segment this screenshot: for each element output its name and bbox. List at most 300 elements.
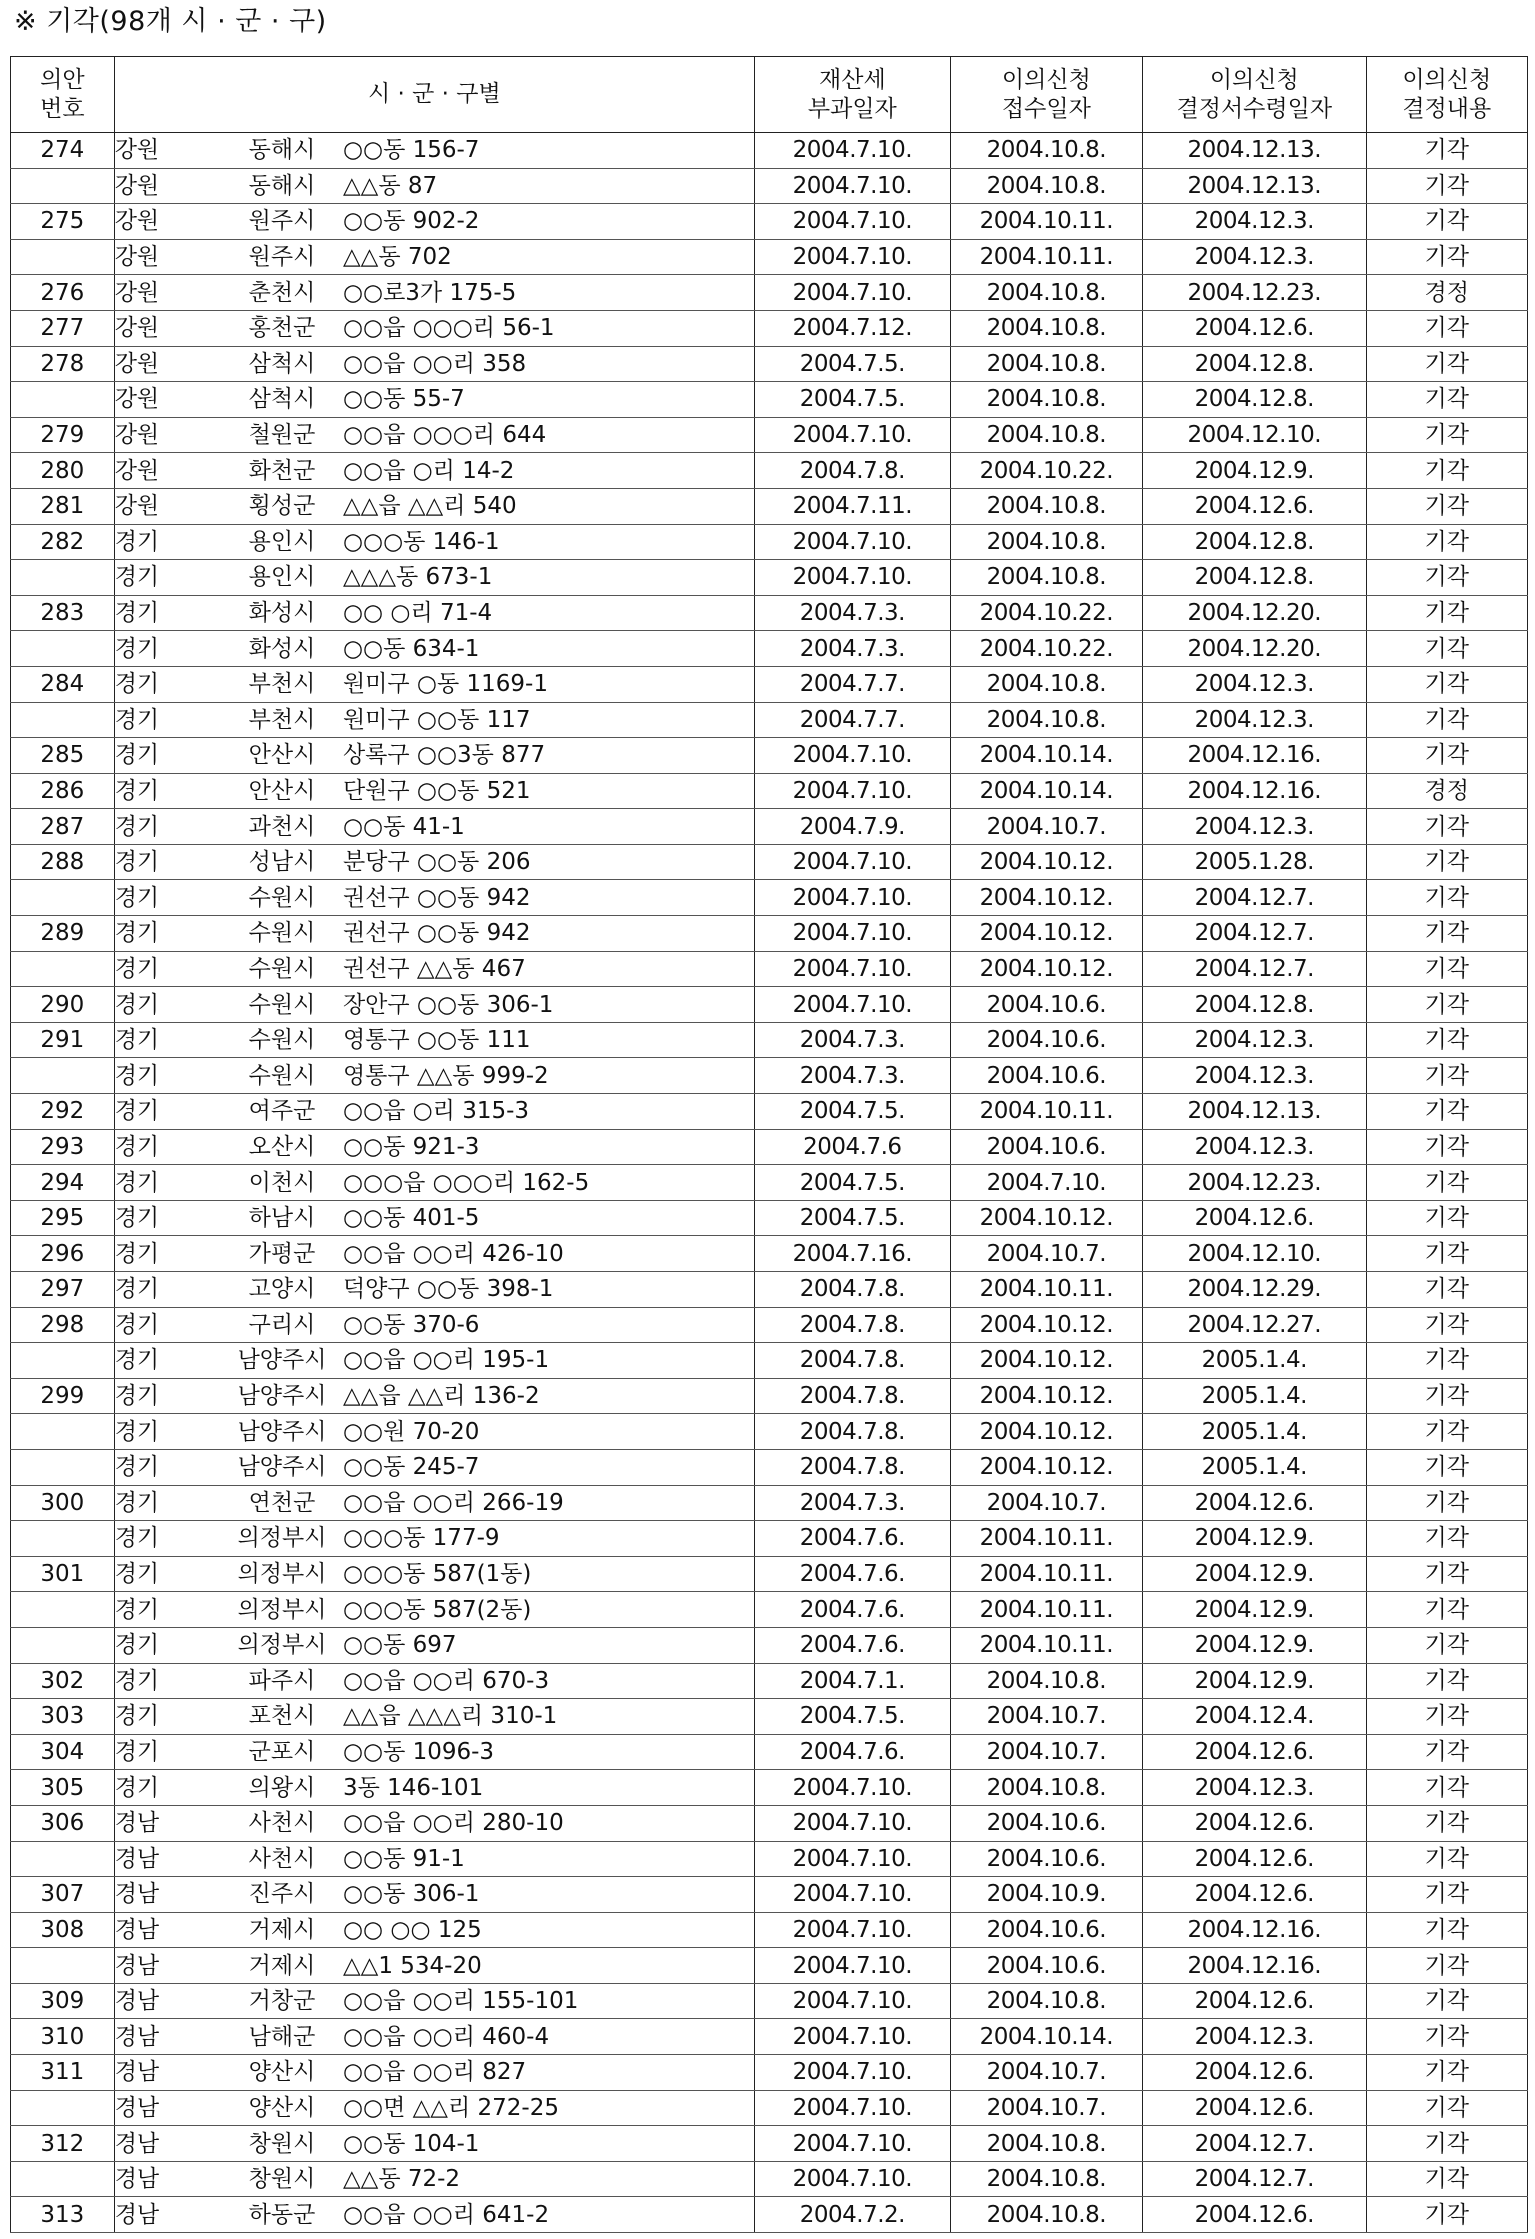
received-date-cell: 2004.12.10.	[1143, 1236, 1366, 1272]
city-cell: 의정부시	[221, 1627, 343, 1663]
table-row	[11, 1272, 1528, 1308]
filed-date-cell: 2004.10.8.	[950, 2161, 1142, 2197]
table-row	[11, 1058, 1528, 1094]
proposal-number-cell: 296	[11, 1236, 115, 1272]
result-cell: 기각	[1366, 738, 1528, 774]
table-row	[11, 773, 1528, 809]
address-cell: ○○동 401-5	[343, 1200, 755, 1236]
result-cell: 기각	[1366, 1556, 1528, 1592]
filed-date-cell: 2004.10.8.	[950, 560, 1142, 596]
proposal-number-cell	[11, 2161, 115, 2197]
tax-date-cell: 2004.7.1.	[755, 1663, 951, 1699]
proposal-number-cell: 285	[11, 738, 115, 774]
address-cell: ○○동 370-6	[343, 1307, 755, 1343]
tax-date-cell: 2004.7.3.	[755, 595, 951, 631]
city-cell: 양산시	[221, 2055, 343, 2091]
result-cell: 기각	[1366, 2126, 1528, 2162]
table-row	[11, 1699, 1528, 1735]
address-cell: ○○○동 177-9	[343, 1521, 755, 1557]
proposal-number-cell: 311	[11, 2055, 115, 2091]
filed-date-cell: 2004.10.6.	[950, 1058, 1142, 1094]
region-cell: 경기	[114, 1165, 221, 1201]
city-cell: 이천시	[221, 1165, 343, 1201]
result-cell: 기각	[1366, 239, 1528, 275]
result-cell: 기각	[1366, 346, 1528, 382]
address-cell: 원미구 ○동 1169-1	[343, 666, 755, 702]
received-date-cell: 2004.12.4.	[1143, 1699, 1366, 1735]
city-cell: 창원시	[221, 2126, 343, 2162]
received-date-cell: 2004.12.3.	[1143, 702, 1366, 738]
table-row	[11, 346, 1528, 382]
table-row	[11, 2055, 1528, 2091]
tax-date-cell: 2004.7.10.	[755, 524, 951, 560]
address-cell: 권선구 △△동 467	[343, 951, 755, 987]
city-cell: 용인시	[221, 524, 343, 560]
region-cell: 경기	[114, 1094, 221, 1130]
received-date-cell: 2004.12.8.	[1143, 987, 1366, 1023]
city-cell: 수원시	[221, 916, 343, 952]
result-cell: 기각	[1366, 1734, 1528, 1770]
table-row	[11, 2126, 1528, 2162]
region-cell: 경기	[114, 916, 221, 952]
tax-date-cell: 2004.7.5.	[755, 382, 951, 418]
address-cell: 상록구 ○○3동 877	[343, 738, 755, 774]
table-row	[11, 702, 1528, 738]
received-date-cell: 2004.12.23.	[1143, 275, 1366, 311]
city-cell: 연천군	[221, 1485, 343, 1521]
result-cell: 기각	[1366, 2019, 1528, 2055]
address-cell: 장안구 ○○동 306-1	[343, 987, 755, 1023]
tax-date-cell: 2004.7.6.	[755, 1627, 951, 1663]
table-row	[11, 916, 1528, 952]
region-cell: 강원	[114, 346, 221, 382]
address-cell: ○○ ○리 71-4	[343, 595, 755, 631]
region-cell: 강원	[114, 275, 221, 311]
table-row	[11, 2197, 1528, 2233]
tax-date-cell: 2004.7.6.	[755, 1556, 951, 1592]
received-date-cell: 2004.12.29.	[1143, 1272, 1366, 1308]
city-cell: 의정부시	[221, 1521, 343, 1557]
proposal-number-cell: 307	[11, 1877, 115, 1913]
table-row	[11, 2090, 1528, 2126]
received-date-cell: 2004.12.16.	[1143, 1912, 1366, 1948]
proposal-number-cell: 293	[11, 1129, 115, 1165]
city-cell: 남양주시	[221, 1414, 343, 1450]
received-date-cell: 2004.12.20.	[1143, 631, 1366, 667]
table-row	[11, 1165, 1528, 1201]
proposal-number-cell: 305	[11, 1770, 115, 1806]
tax-date-cell: 2004.7.8.	[755, 1378, 951, 1414]
proposal-number-cell	[11, 1414, 115, 1450]
result-cell: 기각	[1366, 1165, 1528, 1201]
region-cell: 경기	[114, 951, 221, 987]
table-row	[11, 666, 1528, 702]
city-cell: 홍천군	[221, 310, 343, 346]
city-cell: 하남시	[221, 1200, 343, 1236]
result-cell: 기각	[1366, 453, 1528, 489]
received-date-cell: 2005.1.4.	[1143, 1449, 1366, 1485]
address-cell: ○○ ○○ 125	[343, 1912, 755, 1948]
region-cell: 경남	[114, 1805, 221, 1841]
received-date-cell: 2004.12.9.	[1143, 1627, 1366, 1663]
filed-date-cell: 2004.10.14.	[950, 773, 1142, 809]
received-date-cell: 2004.12.9.	[1143, 1592, 1366, 1628]
address-cell: ○○읍 ○○리 670-3	[343, 1663, 755, 1699]
address-cell: ○○면 △△리 272-25	[343, 2090, 755, 2126]
received-date-cell: 2004.12.3.	[1143, 1022, 1366, 1058]
result-cell: 기각	[1366, 595, 1528, 631]
region-cell: 경기	[114, 631, 221, 667]
region-cell: 경기	[114, 1627, 221, 1663]
filed-date-cell: 2004.10.12.	[950, 1200, 1142, 1236]
city-cell: 남양주시	[221, 1449, 343, 1485]
address-cell: ○○로3가 175-5	[343, 275, 755, 311]
table-row	[11, 2161, 1528, 2197]
filed-date-cell: 2004.10.12.	[950, 951, 1142, 987]
city-cell: 의왕시	[221, 1770, 343, 1806]
tax-date-cell: 2004.7.10.	[755, 1912, 951, 1948]
address-cell: 권선구 ○○동 942	[343, 880, 755, 916]
received-date-cell: 2004.12.3.	[1143, 666, 1366, 702]
tax-date-cell: 2004.7.7.	[755, 666, 951, 702]
received-date-cell: 2004.12.6.	[1143, 1734, 1366, 1770]
proposal-number-cell	[11, 631, 115, 667]
received-date-cell: 2004.12.8.	[1143, 560, 1366, 596]
city-cell: 성남시	[221, 844, 343, 880]
received-date-cell: 2004.12.7.	[1143, 880, 1366, 916]
proposal-number-cell: 299	[11, 1378, 115, 1414]
received-date-cell: 2005.1.4.	[1143, 1414, 1366, 1450]
table-row	[11, 1521, 1528, 1557]
table-row	[11, 1877, 1528, 1913]
filed-date-cell: 2004.10.7.	[950, 1699, 1142, 1735]
result-cell: 기각	[1366, 844, 1528, 880]
received-date-cell: 2004.12.3.	[1143, 1058, 1366, 1094]
city-cell: 원주시	[221, 239, 343, 275]
region-cell: 경기	[114, 809, 221, 845]
proposal-number-cell: 279	[11, 417, 115, 453]
address-cell: 덕양구 ○○동 398-1	[343, 1272, 755, 1308]
received-date-cell: 2004.12.8.	[1143, 524, 1366, 560]
address-cell: 영통구 ○○동 111	[343, 1022, 755, 1058]
address-cell: △△읍 △△리 540	[343, 488, 755, 524]
region-cell: 경기	[114, 1414, 221, 1450]
header-decision-received-date: 이의신청 결정서수령일자	[1143, 57, 1366, 133]
proposal-number-cell: 302	[11, 1663, 115, 1699]
tax-date-cell: 2004.7.7.	[755, 702, 951, 738]
tax-date-cell: 2004.7.8.	[755, 453, 951, 489]
received-date-cell: 2004.12.9.	[1143, 1521, 1366, 1557]
received-date-cell: 2004.12.20.	[1143, 595, 1366, 631]
tax-date-cell: 2004.7.10.	[755, 239, 951, 275]
received-date-cell: 2004.12.7.	[1143, 916, 1366, 952]
tax-date-cell: 2004.7.10.	[755, 2126, 951, 2162]
received-date-cell: 2004.12.9.	[1143, 453, 1366, 489]
table-row	[11, 987, 1528, 1023]
proposal-number-cell	[11, 1948, 115, 1984]
city-cell: 동해시	[221, 168, 343, 204]
filed-date-cell: 2004.10.11.	[950, 1627, 1142, 1663]
city-cell: 구리시	[221, 1307, 343, 1343]
region-cell: 경남	[114, 2197, 221, 2233]
tax-date-cell: 2004.7.10.	[755, 133, 951, 169]
filed-date-cell: 2004.10.11.	[950, 1592, 1142, 1628]
region-cell: 경기	[114, 1272, 221, 1308]
address-cell: ○○읍 ○○리 280-10	[343, 1805, 755, 1841]
filed-date-cell: 2004.10.11.	[950, 1094, 1142, 1130]
tax-date-cell: 2004.7.2.	[755, 2197, 951, 2233]
filed-date-cell: 2004.10.7.	[950, 1236, 1142, 1272]
address-cell: ○○원 70-20	[343, 1414, 755, 1450]
tax-date-cell: 2004.7.5.	[755, 1699, 951, 1735]
table-row	[11, 168, 1528, 204]
table-row	[11, 880, 1528, 916]
tax-date-cell: 2004.7.10.	[755, 1948, 951, 1984]
tax-date-cell: 2004.7.11.	[755, 488, 951, 524]
address-cell: ○○동 91-1	[343, 1841, 755, 1877]
city-cell: 원주시	[221, 204, 343, 240]
address-cell: △△동 72-2	[343, 2161, 755, 2197]
filed-date-cell: 2004.10.8.	[950, 168, 1142, 204]
result-cell: 기각	[1366, 1485, 1528, 1521]
city-cell: 철원군	[221, 417, 343, 453]
received-date-cell: 2004.12.27.	[1143, 1307, 1366, 1343]
address-cell: ○○동 902-2	[343, 204, 755, 240]
received-date-cell: 2004.12.6.	[1143, 1485, 1366, 1521]
proposal-number-cell: 309	[11, 1983, 115, 2019]
city-cell: 수원시	[221, 987, 343, 1023]
objection-table	[10, 56, 1528, 2233]
proposal-number-cell	[11, 880, 115, 916]
table-row	[11, 1912, 1528, 1948]
region-cell: 경기	[114, 1200, 221, 1236]
address-cell: ○○동 55-7	[343, 382, 755, 418]
result-cell: 기각	[1366, 1983, 1528, 2019]
proposal-number-cell: 303	[11, 1699, 115, 1735]
table-row	[11, 844, 1528, 880]
tax-date-cell: 2004.7.5.	[755, 1200, 951, 1236]
region-cell: 강원	[114, 204, 221, 240]
tax-date-cell: 2004.7.10.	[755, 844, 951, 880]
table-row	[11, 310, 1528, 346]
address-cell: ○○읍 ○○리 195-1	[343, 1343, 755, 1379]
filed-date-cell: 2004.10.8.	[950, 133, 1142, 169]
address-cell: ○○동 921-3	[343, 1129, 755, 1165]
city-cell: 남양주시	[221, 1378, 343, 1414]
filed-date-cell: 2004.10.22.	[950, 453, 1142, 489]
result-cell: 기각	[1366, 1912, 1528, 1948]
received-date-cell: 2004.12.7.	[1143, 951, 1366, 987]
filed-date-cell: 2004.10.12.	[950, 1307, 1142, 1343]
result-cell: 기각	[1366, 382, 1528, 418]
region-cell: 경남	[114, 1983, 221, 2019]
tax-date-cell: 2004.7.10.	[755, 2019, 951, 2055]
filed-date-cell: 2004.10.7.	[950, 809, 1142, 845]
proposal-number-cell	[11, 1343, 115, 1379]
address-cell: ○○읍 ○○리 641-2	[343, 2197, 755, 2233]
address-cell: △△읍 △△△리 310-1	[343, 1699, 755, 1735]
table-row	[11, 738, 1528, 774]
filed-date-cell: 2004.10.12.	[950, 844, 1142, 880]
region-cell: 경남	[114, 2090, 221, 2126]
proposal-number-cell	[11, 1627, 115, 1663]
filed-date-cell: 2004.10.8.	[950, 666, 1142, 702]
table-row	[11, 1663, 1528, 1699]
region-cell: 경기	[114, 524, 221, 560]
result-cell: 기각	[1366, 1378, 1528, 1414]
filed-date-cell: 2004.10.12.	[950, 880, 1142, 916]
tax-date-cell: 2004.7.10.	[755, 560, 951, 596]
received-date-cell: 2004.12.6.	[1143, 488, 1366, 524]
address-cell: ○○읍 ○○리 460-4	[343, 2019, 755, 2055]
result-cell: 기각	[1366, 2090, 1528, 2126]
tax-date-cell: 2004.7.10.	[755, 916, 951, 952]
address-cell: ○○읍 ○○○리 644	[343, 417, 755, 453]
city-cell: 수원시	[221, 880, 343, 916]
region-cell: 경기	[114, 1699, 221, 1735]
result-cell: 기각	[1366, 631, 1528, 667]
proposal-number-cell: 275	[11, 204, 115, 240]
proposal-number-cell	[11, 1521, 115, 1557]
result-cell: 기각	[1366, 1236, 1528, 1272]
received-date-cell: 2005.1.4.	[1143, 1378, 1366, 1414]
city-cell: 파주시	[221, 1663, 343, 1699]
proposal-number-cell: 277	[11, 310, 115, 346]
result-cell: 기각	[1366, 987, 1528, 1023]
address-cell: ○○○동 587(2동)	[343, 1592, 755, 1628]
filed-date-cell: 2004.10.14.	[950, 2019, 1142, 2055]
tax-date-cell: 2004.7.8.	[755, 1307, 951, 1343]
region-cell: 경기	[114, 1770, 221, 1806]
table-row	[11, 1556, 1528, 1592]
filed-date-cell: 2004.10.6.	[950, 1841, 1142, 1877]
filed-date-cell: 2004.10.8.	[950, 1663, 1142, 1699]
filed-date-cell: 2004.10.6.	[950, 1129, 1142, 1165]
region-cell: 경기	[114, 880, 221, 916]
address-cell: ○○동 245-7	[343, 1449, 755, 1485]
filed-date-cell: 2004.10.8.	[950, 310, 1142, 346]
table-row	[11, 524, 1528, 560]
city-cell: 의정부시	[221, 1592, 343, 1628]
proposal-number-cell: 291	[11, 1022, 115, 1058]
region-cell: 경기	[114, 702, 221, 738]
proposal-number-cell: 278	[11, 346, 115, 382]
result-cell: 기각	[1366, 417, 1528, 453]
tax-date-cell: 2004.7.10.	[755, 951, 951, 987]
tax-date-cell: 2004.7.8.	[755, 1343, 951, 1379]
tax-date-cell: 2004.7.10.	[755, 880, 951, 916]
filed-date-cell: 2004.10.6.	[950, 1912, 1142, 1948]
region-cell: 경기	[114, 1307, 221, 1343]
filed-date-cell: 2004.10.22.	[950, 595, 1142, 631]
proposal-number-cell: 284	[11, 666, 115, 702]
result-cell: 기각	[1366, 1627, 1528, 1663]
tax-date-cell: 2004.7.3.	[755, 1058, 951, 1094]
result-cell: 기각	[1366, 1272, 1528, 1308]
tax-date-cell: 2004.7.8.	[755, 1414, 951, 1450]
address-cell: ○○○동 587(1동)	[343, 1556, 755, 1592]
region-cell: 경남	[114, 2055, 221, 2091]
address-cell: △△1 534-20	[343, 1948, 755, 1984]
region-cell: 경남	[114, 1877, 221, 1913]
table-row	[11, 239, 1528, 275]
table-row	[11, 417, 1528, 453]
table-row	[11, 275, 1528, 311]
result-cell: 기각	[1366, 1805, 1528, 1841]
region-cell: 경기	[114, 595, 221, 631]
result-cell: 기각	[1366, 1699, 1528, 1735]
tax-date-cell: 2004.7.10.	[755, 1770, 951, 1806]
filed-date-cell: 2004.10.11.	[950, 204, 1142, 240]
received-date-cell: 2004.12.10.	[1143, 417, 1366, 453]
proposal-number-cell: 281	[11, 488, 115, 524]
received-date-cell: 2004.12.3.	[1143, 1770, 1366, 1806]
address-cell: 단원구 ○○동 521	[343, 773, 755, 809]
city-cell: 사천시	[221, 1805, 343, 1841]
filed-date-cell: 2004.10.6.	[950, 987, 1142, 1023]
received-date-cell: 2004.12.9.	[1143, 1663, 1366, 1699]
received-date-cell: 2004.12.6.	[1143, 310, 1366, 346]
proposal-number-cell: 289	[11, 916, 115, 952]
proposal-number-cell: 304	[11, 1734, 115, 1770]
region-cell: 경기	[114, 1129, 221, 1165]
city-cell: 안산시	[221, 773, 343, 809]
tax-date-cell: 2004.7.10.	[755, 987, 951, 1023]
filed-date-cell: 2004.10.7.	[950, 1485, 1142, 1521]
region-cell: 경기	[114, 1449, 221, 1485]
filed-date-cell: 2004.10.12.	[950, 1449, 1142, 1485]
filed-date-cell: 2004.10.12.	[950, 1378, 1142, 1414]
address-cell: △△읍 △△리 136-2	[343, 1378, 755, 1414]
tax-date-cell: 2004.7.10.	[755, 275, 951, 311]
city-cell: 남해군	[221, 2019, 343, 2055]
received-date-cell: 2004.12.13.	[1143, 168, 1366, 204]
proposal-number-cell: 276	[11, 275, 115, 311]
filed-date-cell: 2004.10.11.	[950, 1556, 1142, 1592]
result-cell: 기각	[1366, 1200, 1528, 1236]
city-cell: 양산시	[221, 2090, 343, 2126]
city-cell: 군포시	[221, 1734, 343, 1770]
filed-date-cell: 2004.10.8.	[950, 417, 1142, 453]
proposal-number-cell	[11, 1841, 115, 1877]
region-cell: 경기	[114, 1556, 221, 1592]
proposal-number-cell	[11, 702, 115, 738]
proposal-number-cell: 288	[11, 844, 115, 880]
tax-date-cell: 2004.7.10.	[755, 168, 951, 204]
proposal-number-cell: 283	[11, 595, 115, 631]
proposal-number-cell: 280	[11, 453, 115, 489]
city-cell: 화성시	[221, 595, 343, 631]
received-date-cell: 2004.12.3.	[1143, 2019, 1366, 2055]
address-cell: ○○동 634-1	[343, 631, 755, 667]
table-row	[11, 1485, 1528, 1521]
proposal-number-cell: 310	[11, 2019, 115, 2055]
city-cell: 사천시	[221, 1841, 343, 1877]
proposal-number-cell: 308	[11, 1912, 115, 1948]
tax-date-cell: 2004.7.6.	[755, 1521, 951, 1557]
table-row	[11, 1094, 1528, 1130]
city-cell: 가평군	[221, 1236, 343, 1272]
tax-date-cell: 2004.7.6.	[755, 1734, 951, 1770]
result-cell: 기각	[1366, 951, 1528, 987]
tax-date-cell: 2004.7.10.	[755, 1877, 951, 1913]
table-row	[11, 951, 1528, 987]
region-cell: 강원	[114, 239, 221, 275]
table-row	[11, 1948, 1528, 1984]
tax-date-cell: 2004.7.10.	[755, 2090, 951, 2126]
proposal-number-cell: 306	[11, 1805, 115, 1841]
region-cell: 강원	[114, 417, 221, 453]
